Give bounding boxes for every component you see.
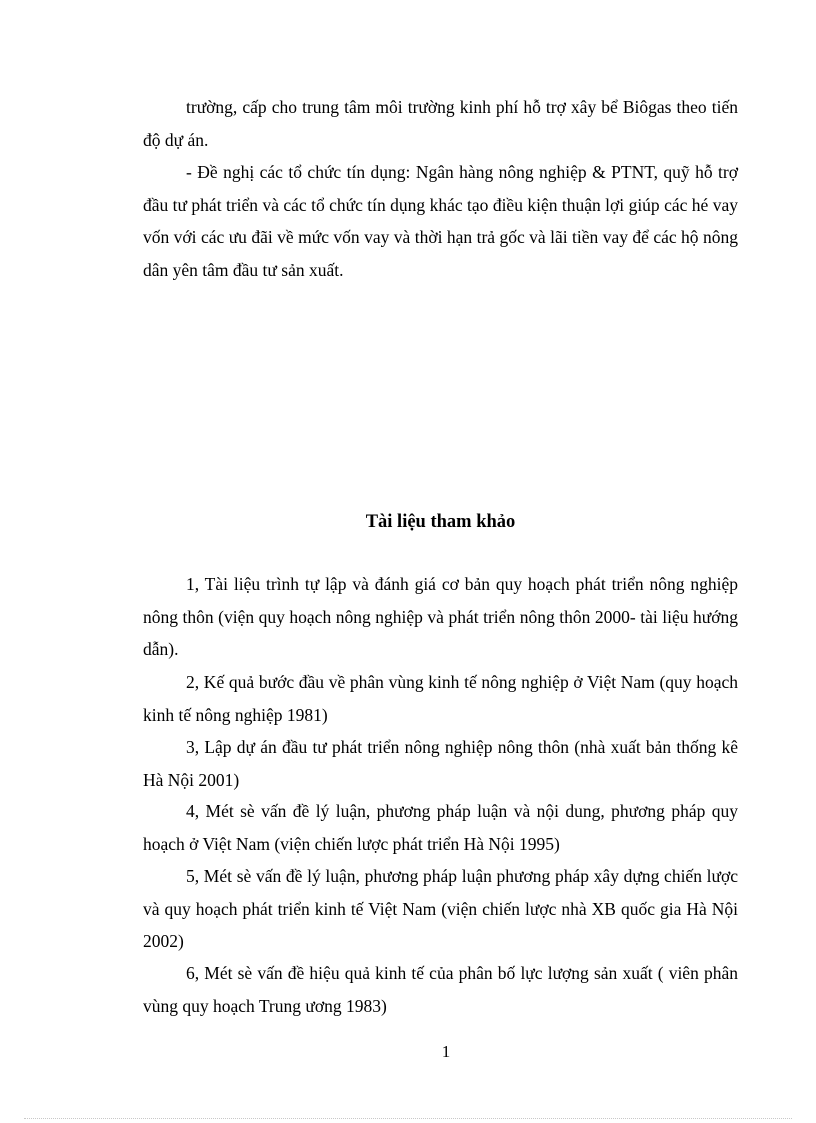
reference-item: 4, Mét sè vấn đề lý luận, phương pháp luận và nội dung, phương pháp quy hoạch ở Việt Nam (viện chiến lược phát triển Hà Nội 1995) <box>143 801 738 854</box>
reference-item: 6, Mét sè vấn đề hiệu quả kinh tế của phân bố lực lượng sản xuất ( viên phân vùng quy hoạch Trung ương 1983) <box>143 963 738 1016</box>
reference-item: 1, Tài liệu trình tự lập và đánh giá cơ bản quy hoạch phát triển nông nghiệp nông thôn (viện quy hoạch nông nghiệp và phát triển nông thôn 2000- tài liệu hướng dẫn). <box>143 574 738 659</box>
body-paragraph-continuation: trường, cấp cho trung tâm môi trường kinh phí hỗ trợ xây bể Biôgas theo tiến độ dự án. <box>143 97 738 150</box>
references-title: Tài liệu tham khảo <box>365 512 516 532</box>
reference-item: 5, Mét sè vấn đề lý luận, phương pháp luận phương pháp xây dựng chiến lược và quy hoạch phát triển kinh tế Việt Nam (viện chiến lược nhà XB quốc gia Hà Nội 2002) <box>143 866 738 951</box>
page-bottom-divider <box>24 1118 792 1119</box>
reference-item: 2, Kế quả bước đầu về phân vùng kinh tế nông nghiệp ở Việt Nam (quy hoạch kinh tế nông nghiệp 1981) <box>143 672 738 725</box>
page-number: 1 <box>441 1042 451 1061</box>
body-paragraph-credit: - Đề nghị các tổ chức tín dụng: Ngân hàng nông nghiệp & PTNT, quỹ hỗ trợ đầu tư phát triển và các tổ chức tín dụng khác tạo điều kiện thuận lợi giúp các hé vay vốn với các ưu đãi về mức vốn vay và thời hạn trả gốc và lãi tiền vay để các hộ nông dân yên tâm đầu tư sản xuất. <box>143 162 738 280</box>
reference-item: 3, Lập dự án đầu tư phát triển nông nghiệp nông thôn (nhà xuất bản thống kê Hà Nội 2001) <box>143 737 738 790</box>
